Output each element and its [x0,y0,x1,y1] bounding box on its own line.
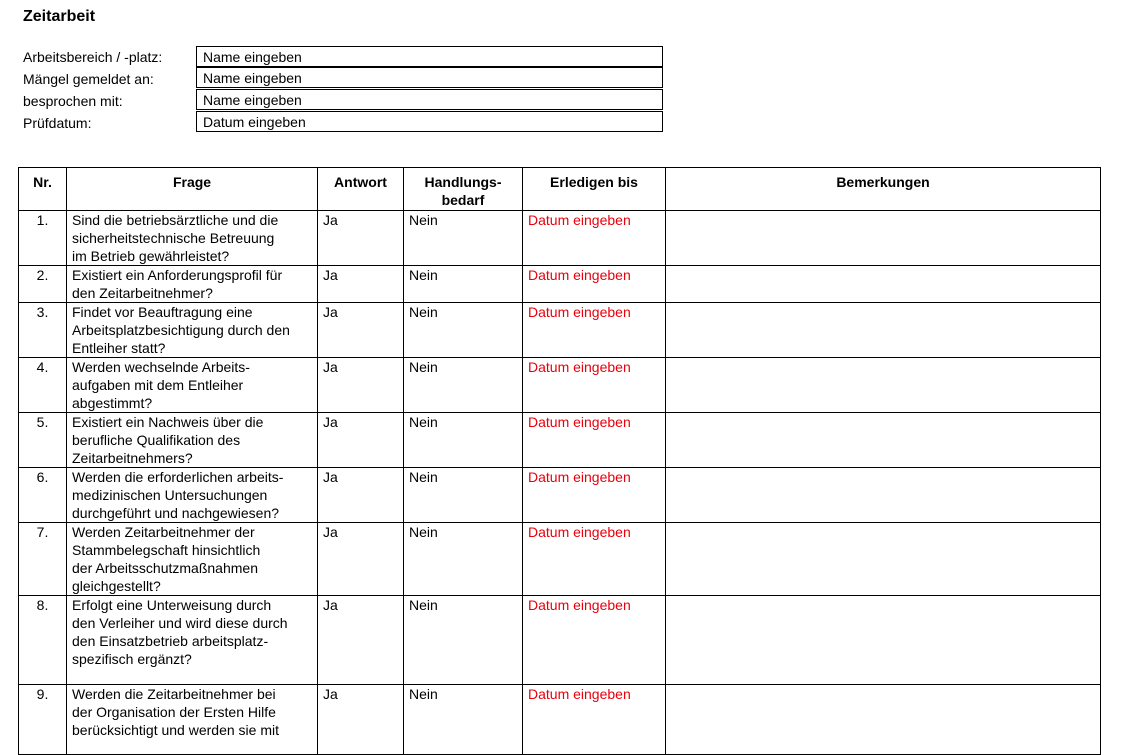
question-line: im Betrieb gewährleistet? [72,248,230,264]
question-line: Zeitarbeitnehmers? [72,450,193,466]
header-handlungsbedarf [404,168,523,211]
table-row [19,413,1101,468]
question-line: den Verleiher und wird diese durch [72,615,288,631]
question-text [67,685,318,755]
question-line: der Organisation der Ersten Hilfe [72,704,276,720]
question-line: Werden Zeitarbeitnehmer der [72,524,255,540]
remarks-field[interactable] [666,413,1101,468]
question-text [67,523,318,596]
table-header-row [19,168,1101,211]
remarks-field[interactable] [666,266,1101,303]
answer-field[interactable]: Ja [318,468,404,523]
question-line: abgestimmt? [72,395,153,411]
meta-label-arbeitsbereich: Arbeitsbereich / -platz: [23,49,163,65]
question-text [67,211,318,266]
action-needed-field[interactable]: Nein [404,211,523,266]
question-line: Stammbelegschaft hinsichtlich [72,542,261,558]
remarks-field[interactable] [666,685,1101,755]
due-date-field[interactable]: Datum eingeben [523,413,666,468]
meta-label-besprochen: besprochen mit: [23,93,123,109]
row-number: 6. [19,468,67,523]
page-title: Zeitarbeit [23,8,96,25]
remarks-field[interactable] [666,596,1101,685]
answer-field[interactable]: Ja [318,685,404,755]
question-line: Erfolgt eine Unterweisung durch [72,597,272,613]
remarks-field[interactable] [666,303,1101,358]
table-row [19,303,1101,358]
question-line: Sind die betriebsärztliche und die [72,212,279,228]
question-line: den Zeitarbeitnehmer? [72,285,213,301]
table-row [19,468,1101,523]
question-text [67,413,318,468]
row-number: 2. [19,266,67,303]
remarks-field[interactable] [666,211,1101,266]
question-line: den Einsatzbetrieb arbeitsplatz- [72,633,269,649]
header-handlungsbedarf-line2: bedarf [441,192,485,208]
answer-field[interactable]: Ja [318,211,404,266]
due-date-field[interactable]: Datum eingeben [523,358,666,413]
pruefdatum-field[interactable]: Datum eingeben [196,111,663,132]
action-needed-field[interactable]: Nein [404,303,523,358]
meta-label-pruefdatum: Prüfdatum: [23,115,92,131]
question-text [67,303,318,358]
action-needed-field[interactable]: Nein [404,413,523,468]
question-line: Existiert ein Nachweis über die [72,414,264,430]
row-number: 4. [19,358,67,413]
due-date-field[interactable]: Datum eingeben [523,211,666,266]
maengel-gemeldet-field[interactable]: Name eingeben [196,67,663,88]
remarks-field[interactable] [666,468,1101,523]
question-line: Werden wechselnde Arbeits- [72,359,250,375]
row-number: 3. [19,303,67,358]
due-date-field[interactable]: Datum eingeben [523,266,666,303]
header-antwort: Antwort [318,168,404,211]
action-needed-field[interactable]: Nein [404,685,523,755]
due-date-field[interactable]: Datum eingeben [523,468,666,523]
answer-field[interactable]: Ja [318,413,404,468]
row-number: 8. [19,596,67,685]
remarks-field[interactable] [666,358,1101,413]
checklist-table [18,167,1101,755]
question-text [67,468,318,523]
action-needed-field[interactable]: Nein [404,266,523,303]
due-date-field[interactable]: Datum eingeben [523,596,666,685]
due-date-field[interactable]: Datum eingeben [523,685,666,755]
question-line: berufliche Qualifikation des [72,432,241,448]
row-number: 7. [19,523,67,596]
action-needed-field[interactable]: Nein [404,523,523,596]
question-line: aufgaben mit dem Entleiher [72,377,244,393]
action-needed-field[interactable]: Nein [404,358,523,413]
question-line: sicherheitstechnische Betreuung [72,230,275,246]
header-frage: Frage [67,168,318,211]
question-line: Werden die Zeitarbeitnehmer bei [72,686,276,702]
header-nr: Nr. [19,168,67,211]
answer-field[interactable]: Ja [318,266,404,303]
question-line: gleichgestellt? [72,578,161,594]
header-bemerkungen: Bemerkungen [666,168,1101,211]
question-text [67,358,318,413]
table-row [19,211,1101,266]
question-text [67,596,318,685]
question-line: durchgeführt und nachgewiesen? [72,505,280,521]
question-line: Existiert ein Anforderungsprofil für [72,267,283,283]
question-line: Werden die erforderlichen arbeits- [72,469,284,485]
header-erledigen-bis: Erledigen bis [523,168,666,211]
table-row [19,685,1101,755]
arbeitsbereich-field[interactable]: Name eingeben [196,46,663,67]
row-number: 5. [19,413,67,468]
table-row [19,523,1101,596]
answer-field[interactable]: Ja [318,523,404,596]
action-needed-field[interactable]: Nein [404,596,523,685]
due-date-field[interactable]: Datum eingeben [523,523,666,596]
besprochen-mit-field[interactable]: Name eingeben [196,89,663,110]
question-line: spezifisch ergänzt? [72,651,192,667]
question-line: Arbeitsplatzbesichtigung durch den [72,322,290,338]
table-row [19,266,1101,303]
table-row [19,358,1101,413]
header-handlungsbedarf-line1: Handlungs- [424,174,502,190]
due-date-field[interactable]: Datum eingeben [523,303,666,358]
action-needed-field[interactable]: Nein [404,468,523,523]
meta-label-maengel: Mängel gemeldet an: [23,71,154,87]
answer-field[interactable]: Ja [318,303,404,358]
question-line: der Arbeitsschutzmaßnahmen [72,560,258,576]
answer-field[interactable]: Ja [318,596,404,685]
remarks-field[interactable] [666,523,1101,596]
question-line: medizinischen Untersuchungen [72,487,268,503]
question-line: Findet vor Beauftragung eine [72,304,253,320]
row-number: 9. [19,685,67,755]
row-number: 1. [19,211,67,266]
question-text [67,266,318,303]
table-row [19,596,1101,685]
question-line: Entleiher statt? [72,340,166,356]
question-line: berücksichtigt und werden sie mit [72,722,279,738]
answer-field[interactable]: Ja [318,358,404,413]
